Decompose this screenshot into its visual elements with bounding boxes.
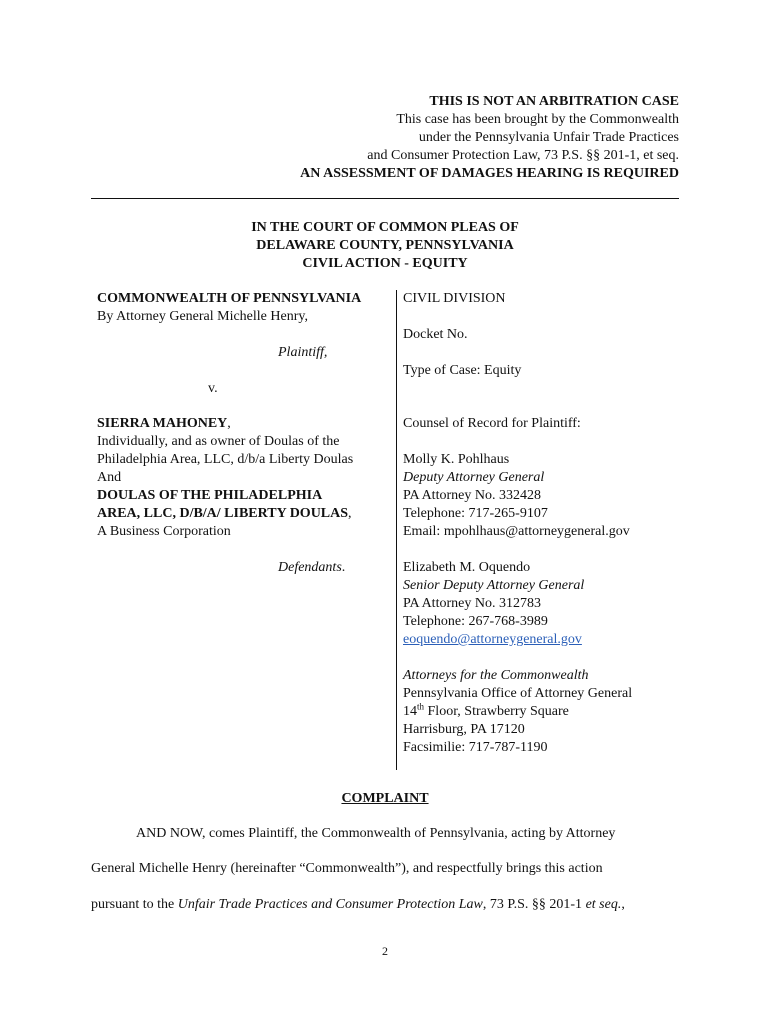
- attorney1-title: Deputy Attorney General: [403, 470, 545, 485]
- defendant1-name: SIERRA MAHONEY: [97, 416, 228, 431]
- defendant1-desc: Individually, and as owner of Doulas of the: [97, 434, 340, 449]
- office-fax: Facsimilie: 717-787-1190: [403, 740, 548, 755]
- caption-divider: [396, 290, 397, 770]
- notice-line: under the Pennsylvania Unfair Trade Practices: [418, 130, 679, 145]
- defendants-label-line: Defendants.: [278, 560, 346, 575]
- plaintiff-label: Plaintiff,: [278, 345, 328, 360]
- versus: v.: [208, 381, 218, 396]
- plaintiff-name: COMMONWEALTH OF PENNSYLVANIA: [97, 291, 362, 306]
- court-line: DELAWARE COUNTY, PENNSYLVANIA: [256, 238, 514, 253]
- civil-division: CIVIL DIVISION: [403, 291, 506, 306]
- court-heading: [0, 219, 770, 273]
- case-caption-parties: [97, 290, 392, 577]
- attorney2-name: Elizabeth M. Oquendo: [403, 560, 531, 575]
- defendants-label: Defendants: [278, 560, 342, 575]
- office-address: 14th Floor, Strawberry Square: [403, 701, 569, 719]
- attorney2-phone: Telephone: 267-768-3989: [403, 614, 548, 629]
- attorney2-title: Senior Deputy Attorney General: [403, 578, 585, 593]
- defendant1-line: SIERRA MAHONEY,: [97, 416, 231, 431]
- attorney1-phone: Telephone: 717-265-9107: [403, 506, 548, 521]
- office-name: Pennsylvania Office of Attorney General: [403, 686, 633, 701]
- notice-line: and Consumer Protection Law, 73 P.S. §§ 201-1, et seq.: [367, 148, 679, 163]
- notice-heading: THIS IS NOT AN ARBITRATION CASE: [429, 94, 679, 109]
- notice-assessment: AN ASSESSMENT OF DAMAGES HEARING IS REQUIRED: [300, 166, 679, 181]
- defendant1-desc: Philadelphia Area, LLC, d/b/a Liberty Doulas: [97, 452, 354, 467]
- complaint-title: COMPLAINT: [341, 791, 429, 806]
- counsel-heading: Counsel of Record for Plaintiff:: [403, 416, 581, 431]
- conjunction: And: [97, 470, 122, 485]
- complaint-line: AND NOW, comes Plaintiff, the Commonwealth of Pennsylvania, acting by Attorney: [136, 826, 616, 841]
- complaint-line: General Michelle Henry (hereinafter “Commonwealth”), and respectfully brings this action: [91, 861, 603, 876]
- page-number: 2: [382, 944, 388, 958]
- attorney2-pa-no: PA Attorney No. 312783: [403, 596, 541, 611]
- case-type: Type of Case: Equity: [403, 363, 522, 378]
- office-city: Harrisburg, PA 17120: [403, 722, 525, 737]
- defendant2-line: AREA, LLC, D/B/A/ LIBERTY DOULAS,: [97, 506, 352, 521]
- court-line: IN THE COURT OF COMMON PLEAS OF: [251, 220, 519, 235]
- attorney1-pa-no: PA Attorney No. 332428: [403, 488, 541, 503]
- defendant2-name: AREA, LLC, D/B/A/ LIBERTY DOULAS: [97, 506, 349, 521]
- attorney2-email-link[interactable]: eoquendo@attorneygeneral.gov: [403, 632, 582, 647]
- attorney1-name: Molly K. Pohlhaus: [403, 452, 510, 467]
- notice-line: This case has been brought by the Commonwealth: [396, 112, 679, 127]
- defendant2-desc: A Business Corporation: [97, 524, 231, 539]
- statute-name: Unfair Trade Practices and Consumer Protection Law: [177, 897, 483, 912]
- complaint-line: pursuant to the Unfair Trade Practices and Consumer Protection Law, 73 P.S. §§ 201-1 et seq.,: [91, 897, 625, 912]
- attorney1-email: Email: mpohlhaus@attorneygeneral.gov: [403, 524, 630, 539]
- plaintiff-by: By Attorney General Michelle Henry,: [97, 309, 308, 324]
- case-notice: [300, 93, 679, 183]
- office-role: Attorneys for the Commonwealth: [403, 668, 589, 683]
- docket-number: Docket No.: [403, 327, 468, 342]
- court-line: CIVIL ACTION - EQUITY: [302, 256, 468, 271]
- horizontal-divider: [91, 198, 679, 199]
- case-caption-details: [403, 290, 703, 757]
- defendant2-name: DOULAS OF THE PHILADELPHIA: [97, 488, 323, 503]
